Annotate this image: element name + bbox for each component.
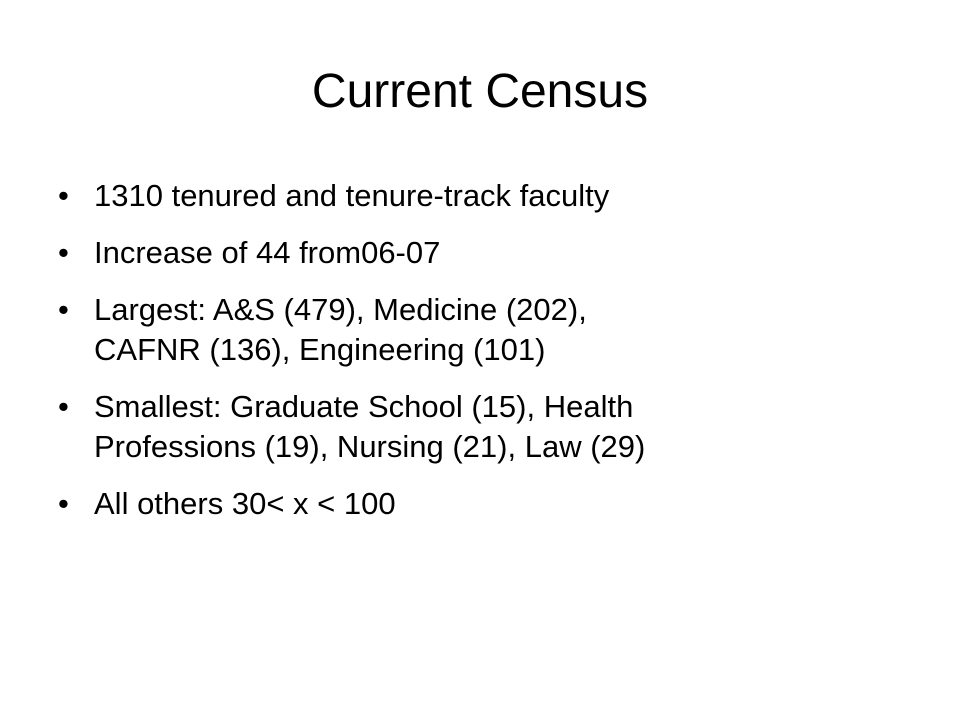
bullet-dot-icon: • [58,389,69,424]
bullet-item [58,233,918,273]
bullet-item [58,290,918,370]
bullet-text-line2: CAFNR (136), Engineering (101) [94,332,546,367]
slide-title: Current Census [311,65,649,118]
bullet-text: All others 30< x < 100 [94,486,396,521]
bullet-text-line1: Largest: A&S (479), Medicine (202), [94,292,587,327]
bullet-dot-icon: • [58,178,69,213]
bullet-text: 1310 tenured and tenure-track faculty [94,178,610,213]
bullet-text-line2: Professions (19), Nursing (21), Law (29) [94,429,646,464]
bullet-dot-icon: • [58,235,69,270]
bullet-dot-icon: • [58,292,69,327]
bullet-item [58,484,918,524]
bullet-dot-icon: • [58,486,69,521]
bullet-text: Increase of 44 from06-07 [94,235,441,270]
bullet-list [58,176,918,541]
bullet-item [58,387,918,467]
bullet-item [58,176,918,216]
bullet-text-line1: Smallest: Graduate School (15), Health [94,389,634,424]
